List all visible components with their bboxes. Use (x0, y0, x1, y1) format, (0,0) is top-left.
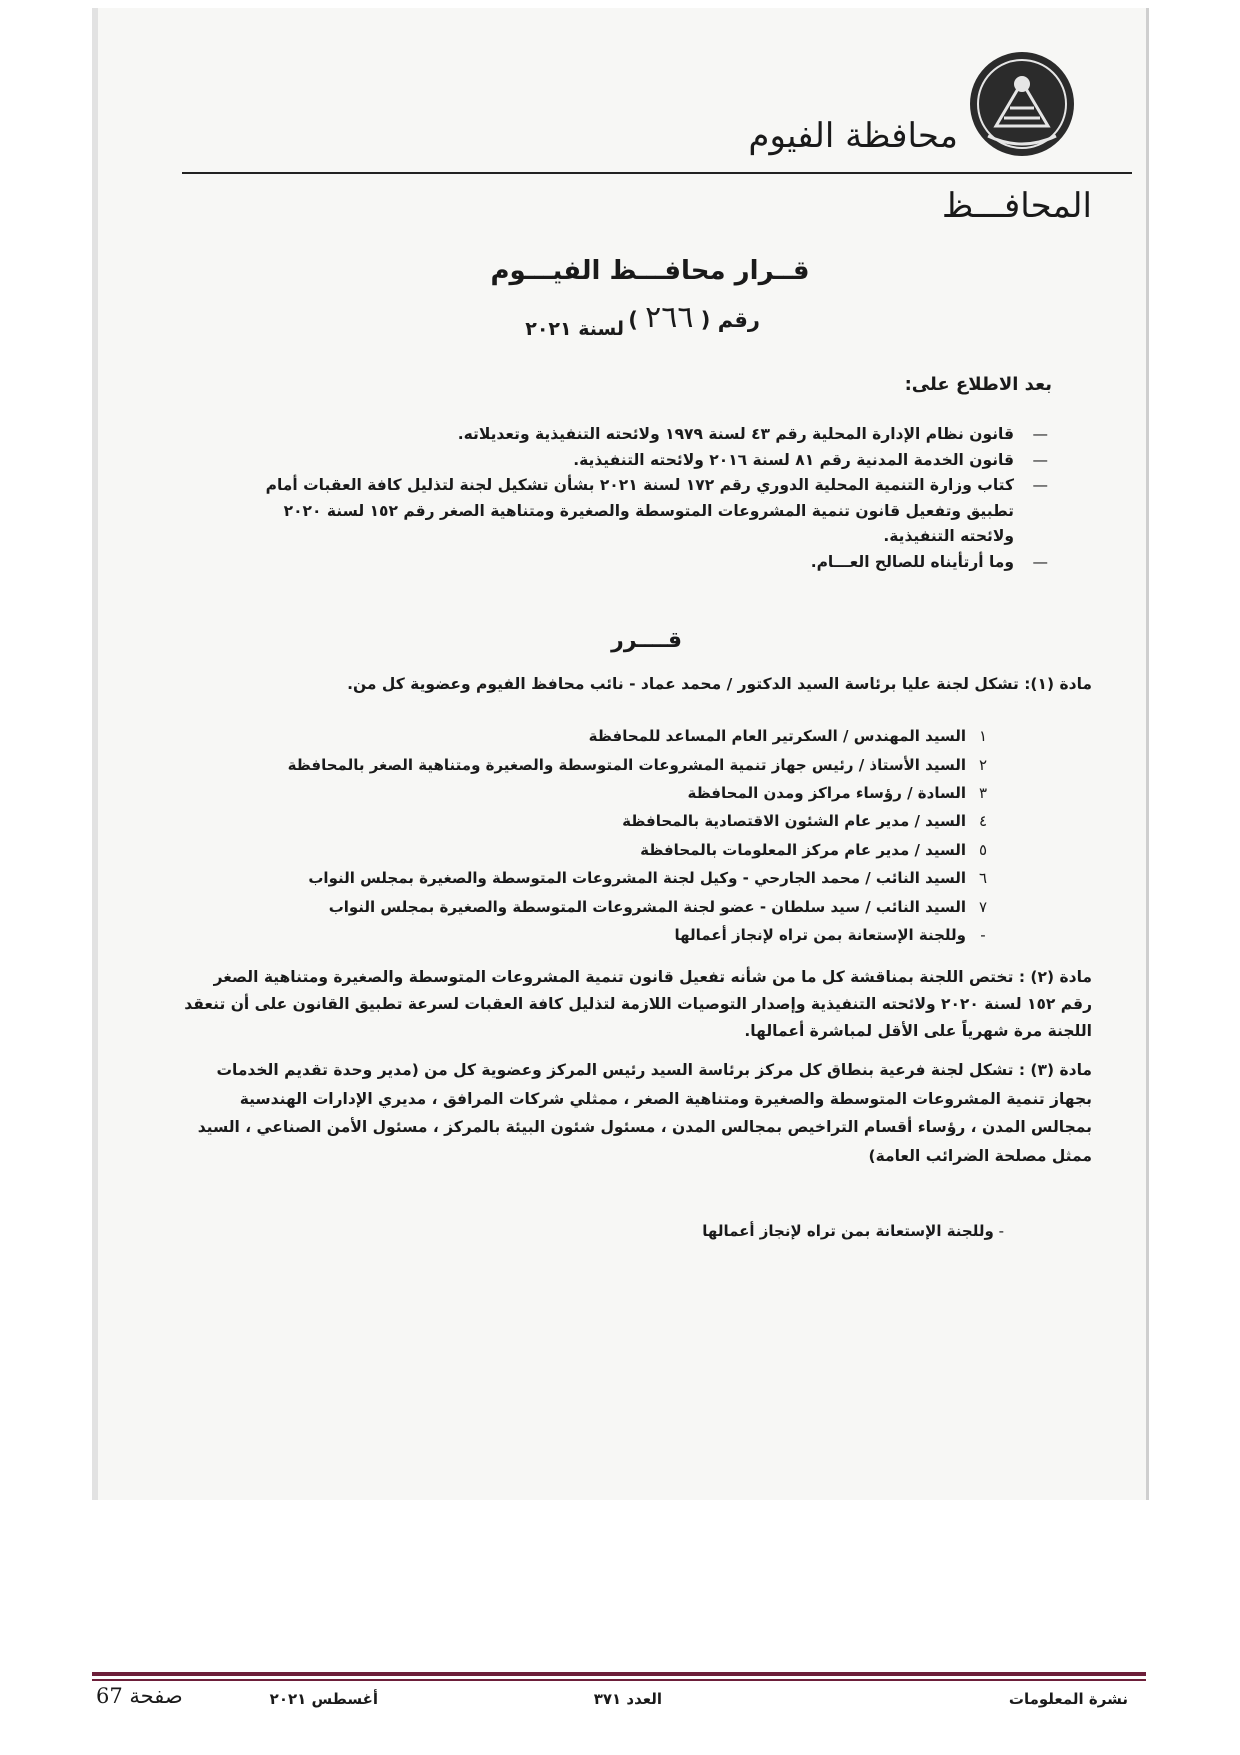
footer-date: أغسطس ٢٠٢١ (269, 1690, 378, 1708)
article-2: مادة (٢) : تختص اللجنة بمناقشة كل ما من شأنه تفعيل قانون تنمية المشروعات المتوسطة والصغيرة ومتناهية الصغر رقم ١٥٢ لسنة ٢٠٢٠ ولائحته التنفيذية وإصدار التوصيات اللازمة لتذليل كافة العقبات لسرعة تطبيق القانون على أن تنعقد اللجنة مرة شهرياً على الأقل لمباشرة أعمالها. (184, 968, 1092, 1041)
article-3: مادة (٣) : تشكل لجنة فرعية بنطاق كل مركز برئاسة السيد رئيس المركز وعضوية كل من (مدير وحدة تقديم الخدمات بجهاز تنمية المشروعات المتوسطة والصغيرة ومتناهية الصغر ، ممثلي شركات المرافق ، مديري الإدارات الهندسية بمجالس المدن ، رؤساء أقسام التراخيص بمجالس المدن ، مسئول شئون البيئة بالمركز ، مسئول الأمن الصناعي ، السيد ممثل مصلحة الضرائب العامة) (197, 1061, 1092, 1166)
preamble-item: — قانون الخدمة المدنية رقم ٨١ لسنة ٢٠١٦ ولائحته التنفيذية. (242, 448, 1052, 474)
office-title: المحافـــظ (941, 186, 1092, 226)
list-item: ٢ السيد الأستاذ / رئيس جهاز تنمية المشروعات المتوسطة والصغيرة ومتناهية الصغر بالمحافظة (287, 755, 988, 774)
header-rule (182, 172, 1132, 174)
footer-issue: العدد ٣٧١ (593, 1690, 662, 1708)
decree-number (628, 300, 760, 335)
scan-edge-shadow (92, 8, 98, 1500)
article-1: مادة (١): تشكل لجنة عليا برئاسة السيد الدكتور / محمد عماد - نائب محافظ الفيوم وعضوية كل من. (347, 675, 1092, 693)
list-item: ٤ السيد / مدير عام الشئون الاقتصادية بالمحافظة (622, 812, 988, 831)
preamble-item: — كتاب وزارة التنمية المحلية الدوري رقم ١٧٢ لسنة ٢٠٢١ بشأن تشكيل لجنة لتذليل كافة العقبات أمام تطبيق وتفعيل قانون تنمية المشروعات المتوسطة والصغيرة ومتناهية الصغر رقم ١٥٢ لسنة ٢٠٢٠ ولائحته التنفيذية. (242, 473, 1052, 550)
list-item: ٧ السيد النائب / سيد سلطان - عضو لجنة المشروعات المتوسطة والصغيرة بمجلس النواب (328, 897, 988, 916)
list-item: - وللجنة الإستعانة بمن تراه لإنجاز أعمالها (674, 925, 986, 944)
footer-rule-thin (92, 1679, 1146, 1681)
preamble-intro: بعد الاطلاع على: (904, 374, 1052, 395)
decided-heading: قــــرر (611, 628, 682, 653)
decree-year: لسنة ٢٠٢١ (525, 318, 624, 340)
footer-rule (92, 1672, 1146, 1676)
footer-bulletin: نشرة المعلومات (1008, 1690, 1128, 1708)
governorate-seal-icon (966, 48, 1078, 160)
list-item: ٥ السيد / مدير عام مركز المعلومات بالمحافظة (640, 840, 988, 859)
number-label: رقم ( (700, 308, 760, 332)
preamble-list (242, 422, 1052, 575)
committee-members-list (240, 722, 1000, 949)
number-close: ) (628, 308, 638, 332)
list-item: ١ السيد المهندس / السكرتير العام المساعد للمحافظة (588, 727, 988, 746)
list-item: ٦ السيد النائب / محمد الجارحي - وكيل لجنة المشروعات المتوسطة والصغيرة بمجلس النواب (308, 869, 988, 888)
governorate-name: محافظة الفيوم (748, 116, 958, 156)
number-value: ٢٦٦ (645, 300, 694, 335)
preamble-item: — وما أرتأيناه للصالح العـــام. (242, 550, 1052, 576)
list-item: ٣ السادة / رؤساء مراكز ومدن المحافظة (687, 783, 988, 802)
footer-page: صفحة 67 (96, 1684, 183, 1708)
decree-title: قــرار محافـــظ الفيـــوم (490, 256, 810, 286)
preamble-item: — قانون نظام الإدارة المحلية رقم ٤٣ لسنة ١٩٧٩ ولائحته التنفيذية وتعديلاته. (242, 422, 1052, 448)
article-3-assistance: - وللجنة الإستعانة بمن تراه لإنجاز أعمالها (702, 1222, 1004, 1240)
